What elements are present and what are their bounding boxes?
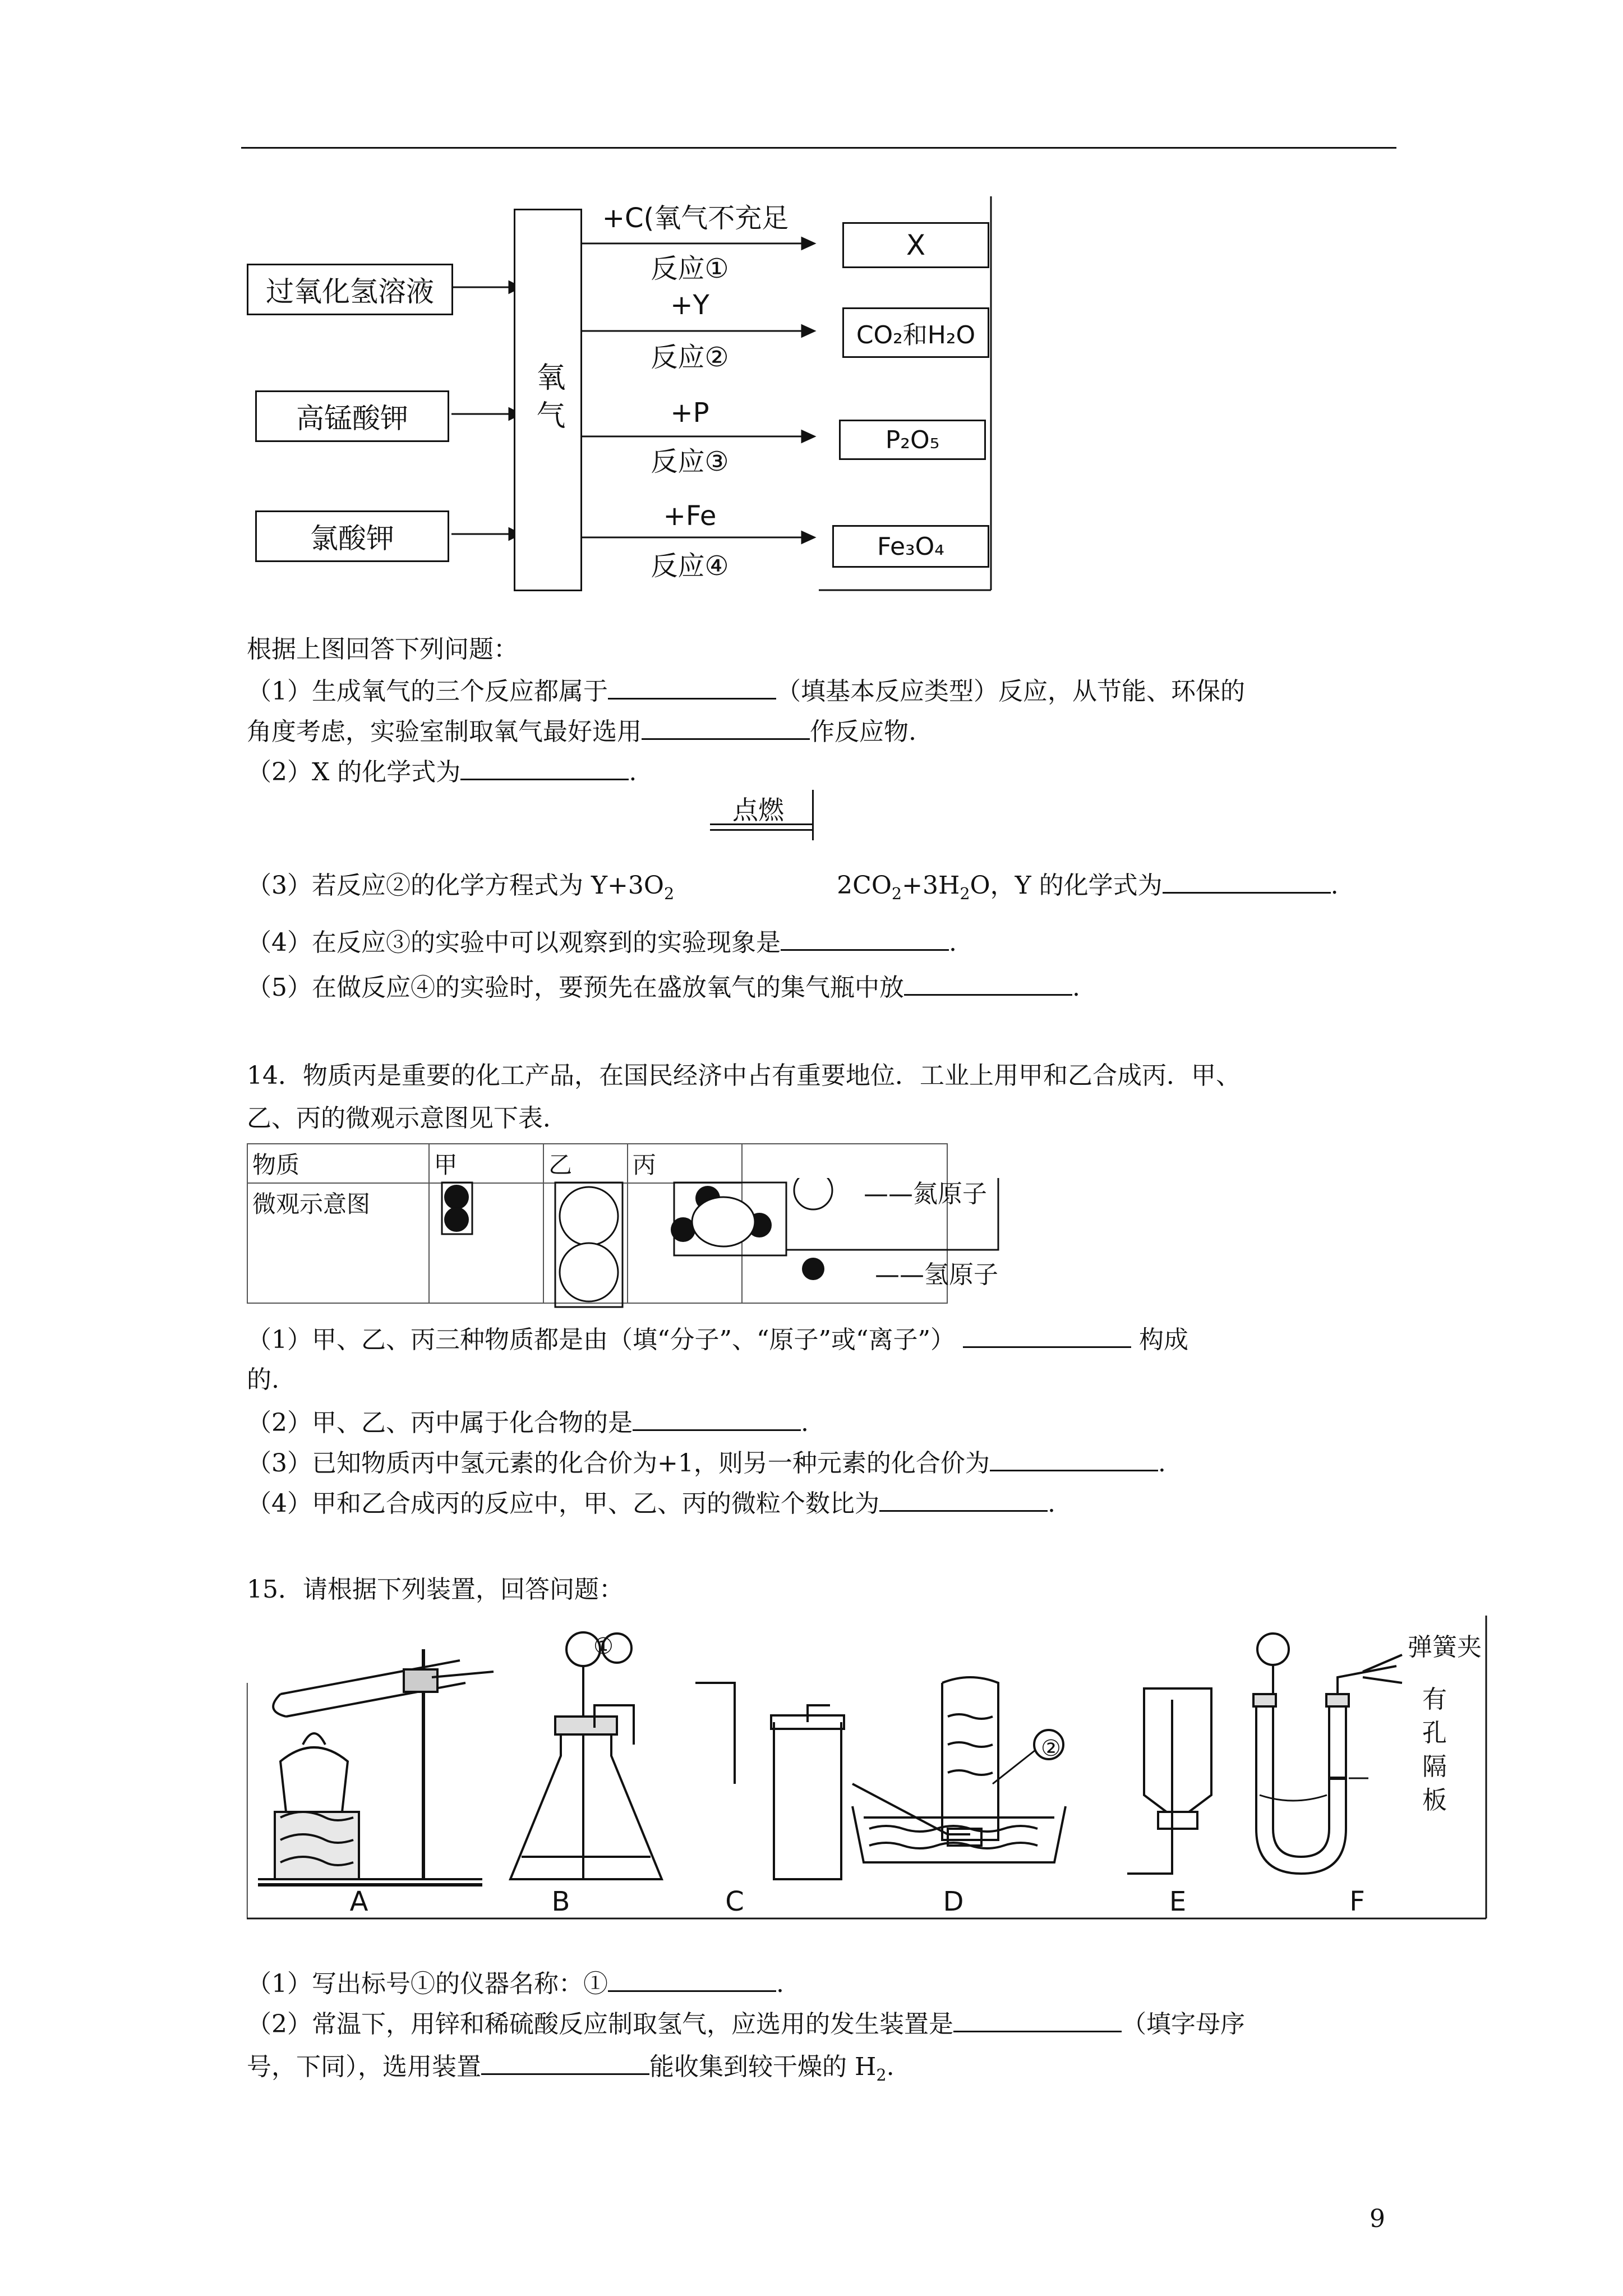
q14-part3: （3）已知物质丙中氢元素的化合价为+1，则另一种元素的化合价为 . <box>247 1446 1166 1479</box>
legend-nitrogen-label: ——氮原子 <box>864 1180 987 1208</box>
page-number: 9 <box>1370 2205 1385 2233</box>
q14-part2: （2）甲、乙、丙中属于化合物的是 . <box>247 1406 809 1439</box>
product-p2o5-box <box>839 420 986 460</box>
q15-part1: （1）写出标号①的仪器名称：① . <box>247 1967 784 2000</box>
table-header-yi: 乙 <box>543 1144 628 1183</box>
apparatus-label-f: F <box>1349 1886 1365 1917</box>
apparatus-label-e: E <box>1169 1886 1187 1917</box>
apparatus-label-c: C <box>725 1886 744 1917</box>
q15-title: 15．请根据下列装置，回答问题： <box>247 1575 624 1604</box>
apparatus-figure <box>247 1616 1492 1930</box>
answer-blank[interactable] <box>904 970 1072 996</box>
answer-blank[interactable] <box>608 674 776 700</box>
mark-1: ① <box>593 1634 614 1659</box>
apparatus-label-b: B <box>551 1886 570 1917</box>
apparatus-c <box>695 1683 844 1879</box>
answer-blank[interactable] <box>481 2050 649 2075</box>
q14-stem-line1: 14．物质丙是重要的化工产品，在国民经济中占有重要地位．工业上用甲和乙合成丙．甲、 <box>247 1061 1241 1090</box>
reaction-2-reagent: +Y <box>670 289 709 321</box>
q13-part1-line2: 角度考虑，实验室制取氧气最好选用 作反应物. <box>247 715 916 748</box>
yi-n2-molecule <box>555 1182 623 1307</box>
table-header-substance: 物质 <box>247 1144 429 1183</box>
source-label: 氯酸钾 <box>310 522 394 555</box>
source-kclo3-box <box>255 510 449 562</box>
answer-blank[interactable] <box>963 1323 1131 1348</box>
q13-part4: （4）在反应③的实验中可以观察到的实验现象是 . <box>247 926 957 959</box>
product-label: Fe₃O₄ <box>877 532 944 561</box>
reaction-1-name: 反应① <box>651 253 729 284</box>
header-rule <box>241 147 1396 149</box>
apparatus-d <box>852 1677 1066 1862</box>
table-row-label: 微观示意图 <box>247 1183 429 1303</box>
bing-nh3-molecule <box>671 1182 786 1255</box>
q14-part1-line2: 的. <box>247 1365 279 1394</box>
table-header-jia: 甲 <box>429 1144 544 1183</box>
oxygen-box <box>514 209 582 591</box>
answer-blank[interactable] <box>879 1487 1048 1512</box>
answer-blank[interactable] <box>460 755 629 780</box>
answer-blank[interactable] <box>642 715 810 740</box>
answer-blank[interactable] <box>1163 868 1331 894</box>
condition-label: 点燃 <box>732 795 784 825</box>
apparatus-a <box>258 1649 494 1885</box>
reaction-2-name: 反应② <box>651 342 729 373</box>
q15-part2-line1: （2）常温下，用锌和稀硫酸反应制取氢气，应选用的发生装置是 （填字母序 <box>247 2007 1245 2040</box>
answer-blank[interactable] <box>781 926 949 951</box>
apparatus-e <box>1127 1688 1211 1874</box>
reaction-3-name: 反应③ <box>651 446 729 477</box>
jia-h2-molecule <box>442 1182 472 1234</box>
condition-box <box>710 790 814 840</box>
apparatus-f <box>1253 1634 1402 1874</box>
reaction-3-reagent: +P <box>670 397 709 429</box>
table-header-bing: 丙 <box>628 1144 743 1183</box>
apparatus-b <box>510 1632 662 1879</box>
product-label: CO₂和H₂O <box>856 321 976 349</box>
reaction-4-name: 反应④ <box>651 550 729 582</box>
q14-part1-line1: （1）甲、乙、丙三种物质都是由（填“分子”、“原子”或“离子”） 构成 <box>247 1323 1188 1356</box>
reaction-1-reagent: +C(氧气不充足 <box>602 203 789 234</box>
source-kmno4-box <box>255 390 449 442</box>
q13-part1-line1: （1）生成氧气的三个反应都属于 （填基本反应类型）反应，从节能、环保的 <box>247 674 1245 707</box>
q13-part2: （2）X 的化学式为 . <box>247 755 637 788</box>
apparatus-label-d: D <box>943 1886 964 1917</box>
mark-2: ② <box>1041 1736 1061 1761</box>
product-fe3o4-box <box>832 525 989 568</box>
q14-stem-line2: 乙、丙的微观示意图见下表． <box>247 1104 568 1133</box>
product-label: P₂O₅ <box>885 425 940 454</box>
legend-hydrogen-label: ——氢原子 <box>875 1260 998 1289</box>
answer-blank[interactable] <box>633 1406 801 1431</box>
molecule-diagrams <box>437 1178 1144 1313</box>
product-x-box <box>842 222 989 268</box>
product-label: X <box>906 229 926 261</box>
source-label: 过氧化氢溶液 <box>266 275 434 308</box>
plate-label: 有 孔 隔 板 <box>1422 1685 1447 1815</box>
source-label: 高锰酸钾 <box>296 402 408 435</box>
answer-blank[interactable] <box>953 2007 1122 2032</box>
q14-part4: （4）甲和乙合成丙的反应中，甲、乙、丙的微粒个数比为 . <box>247 1487 1055 1520</box>
reaction-4-reagent: +Fe <box>663 500 717 532</box>
oxygen-label: 氧气 <box>531 362 565 438</box>
source-h2o2-box <box>247 264 453 315</box>
q15-part2-line2: 号，下同），选用装置 能收集到较干燥的 $H_2$. <box>247 2050 895 2091</box>
q13-part3: （3）若反应②的化学方程式为 $Y+3O_2$ $2CO_2+3H_2O$，Y 的化学式为 . <box>247 868 1339 909</box>
answer-blank[interactable] <box>608 1967 776 1992</box>
spring-clip-label: 弹簧夹 <box>1408 1633 1482 1662</box>
apparatus-label-a: A <box>349 1886 368 1917</box>
product-co2-h2o-box <box>842 307 989 358</box>
q13-intro: 根据上图回答下列问题： <box>247 635 518 664</box>
q13-part5: （5）在做反应④的实验时，要预先在盛放氧气的集气瓶中放 . <box>247 970 1080 1004</box>
answer-blank[interactable] <box>990 1446 1158 1471</box>
